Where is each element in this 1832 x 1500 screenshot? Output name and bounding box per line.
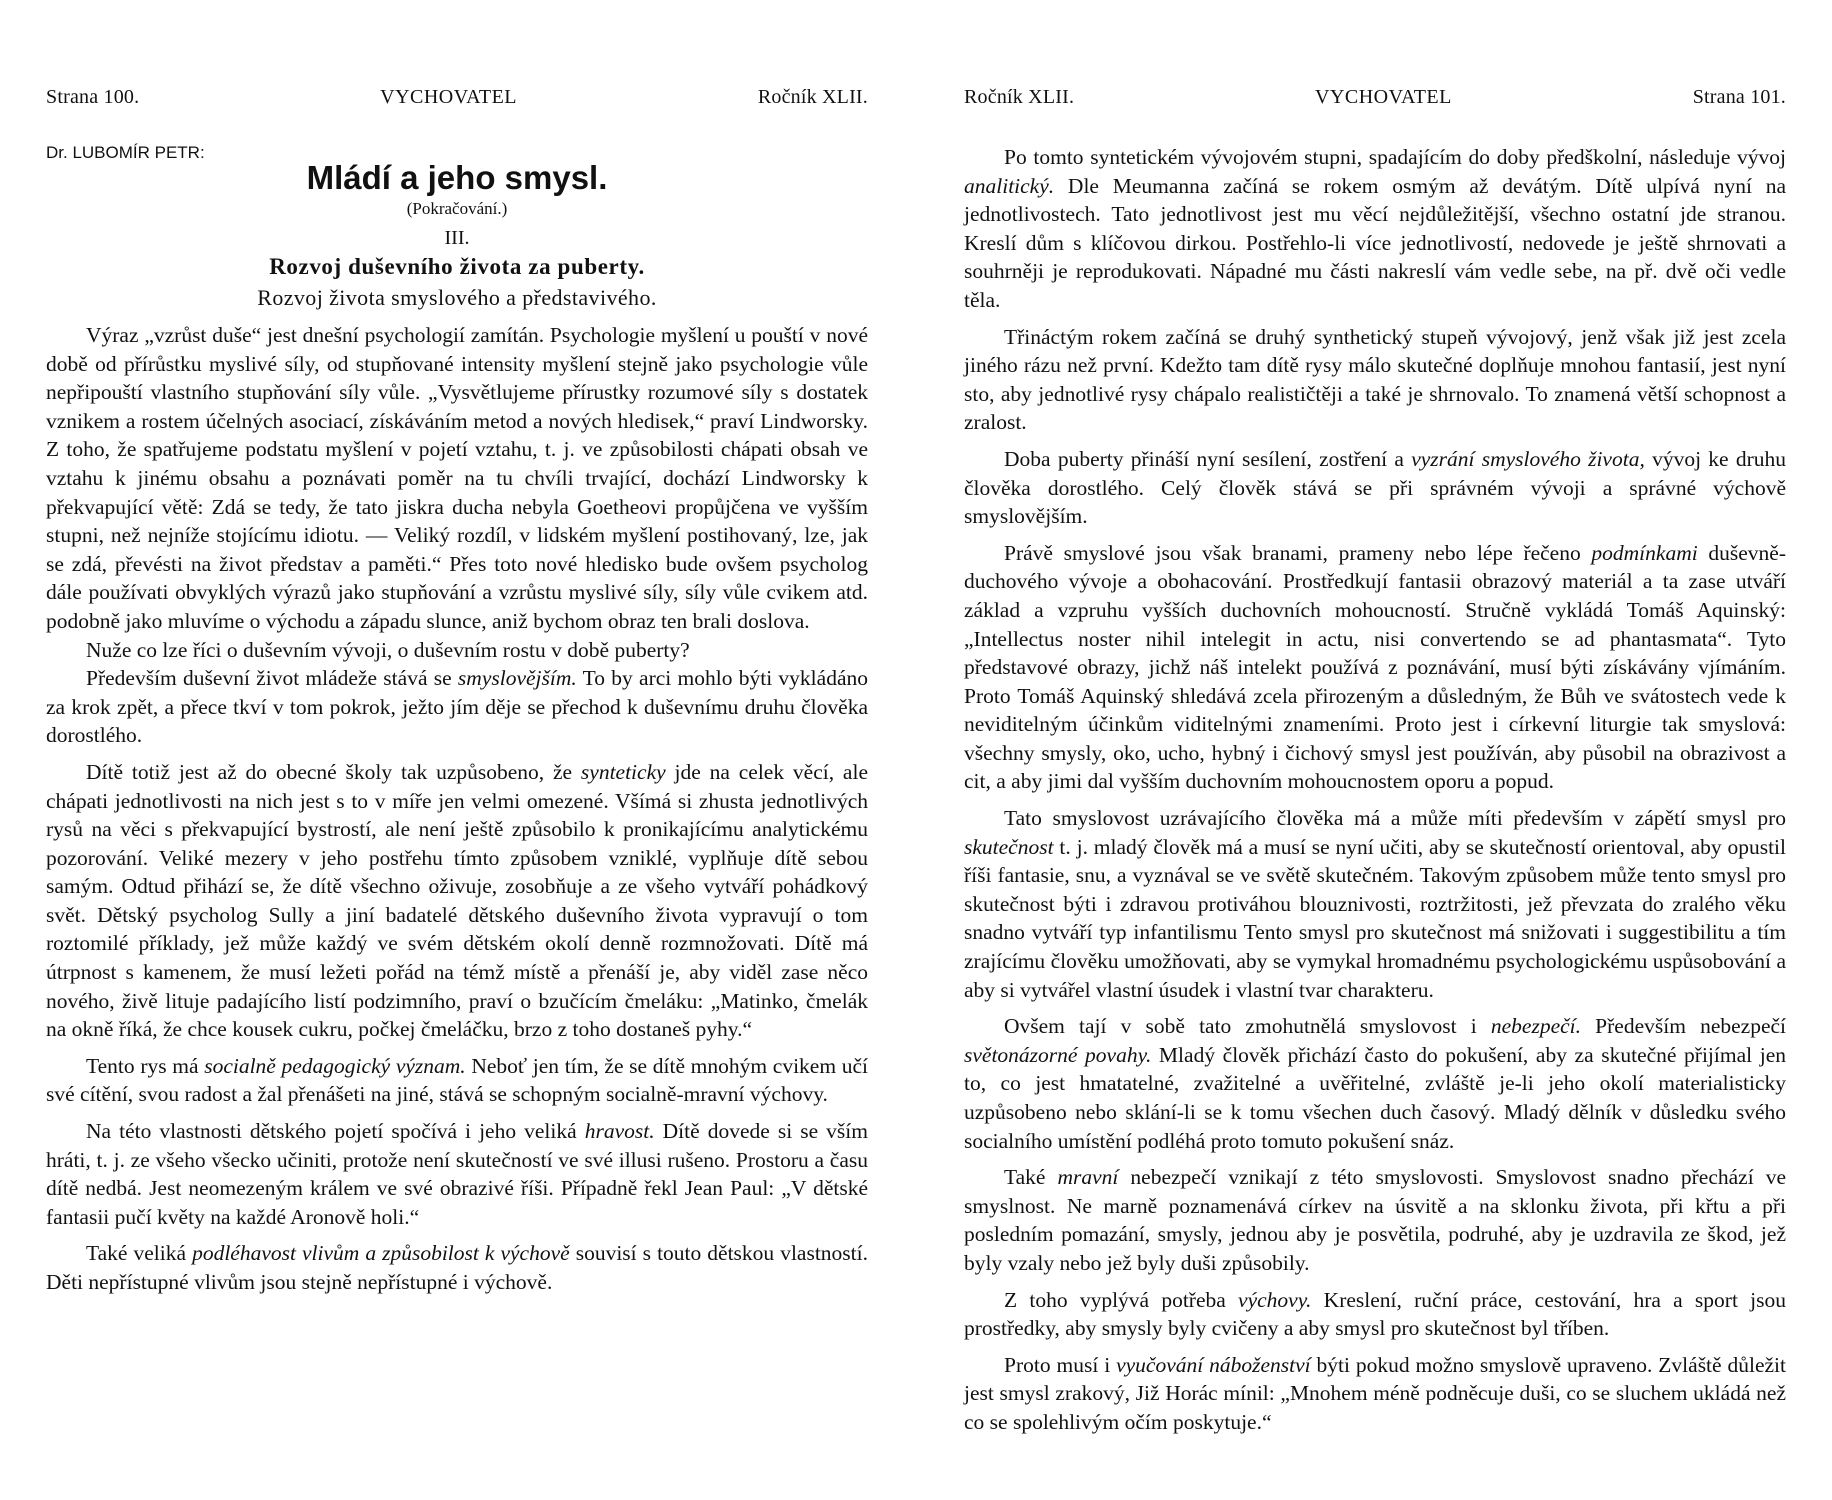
- text-run: býti pokud možno smyslově upraveno. Zvláště důležit jest smysl zrakový, Již Horác mínil: „Mnohem méně podněcuje duši, co se sluchem ukládá než co se spolehlivým očím poskytuje.“: [964, 1352, 1786, 1434]
- right-body-text: [964, 143, 1786, 1437]
- text-run: To by arci mohlo býti vykládáno za krok zpět, a přece tkví v tom pokrok, ježto jím děje se přechod k duševnímu druhu člověka dorostlého.: [46, 666, 868, 748]
- volume-label: Ročník XLII.: [964, 86, 1075, 108]
- paragraph: [964, 1351, 1786, 1437]
- paragraph: [964, 539, 1786, 796]
- paragraph: [46, 664, 868, 750]
- text-run: Především duševní život mládeže stává se: [86, 666, 458, 691]
- emphasis-text: podmínkami: [1591, 540, 1698, 565]
- paragraph: [964, 143, 1786, 315]
- text-run: Po tomto syntetickém vývojovém stupni, spadajícím do doby předškolní, následuje vývoj: [1004, 145, 1786, 169]
- emphasis-text: podléhavost vlivům a způsobilost k výchově: [192, 1241, 570, 1266]
- right-page: [916, 0, 1832, 1500]
- paragraph: [964, 323, 1786, 437]
- paragraph: [46, 636, 868, 665]
- paragraph: [46, 321, 868, 636]
- author: Dr. LUBOMÍR PETR:: [46, 143, 205, 162]
- paragraph: [964, 804, 1786, 1004]
- section-subtitle: Rozvoj života smyslového a představivého.: [257, 285, 657, 310]
- emphasis-text: nebezpečí.: [1490, 1014, 1582, 1039]
- emphasis-text: vyzrání smyslového života,: [1411, 446, 1645, 471]
- page-number: Strana 100.: [46, 86, 140, 108]
- text-run: Ovšem tají v sobě tato zmohutnělá smyslovost i: [1004, 1014, 1491, 1039]
- text-run: vývoj ke druhu člověka dorostlého. Celý člověk stává se při správném vývoji a správné výchově smyslovějším.: [964, 446, 1786, 529]
- paragraph: [964, 1163, 1786, 1277]
- text-run: Mladý člověk přichází často do pokušení, aby za skutečné přijímal jen to, co jest hmatatelné, zvažitelné a uvěřitelné, zvláště je-li jeho okolí materialisticky uzpůsobeno nebo sklání-li se k tomu všechen duch časový. Mladý dělník v důsledku svého socialního umístění podléhá proto tomuto pokušení snáz.: [964, 1042, 1786, 1153]
- text-run: Neboť jen tím, že se dítě mnohým cvikem učí své cítění, svou radost a žal přenášeti na jiné, stává se schopným socialně-mravní výchovy.: [46, 1053, 868, 1107]
- paragraph: [46, 1052, 868, 1109]
- text-run: duševně-duchového vývoje a obohacování. Prostředkují fantasii obrazový materiál a ta zase utváří základ a vzpruhu vyšších duchovních mohoucností. Stručně vykládá Tomáš Aquinský: „Intellectus noster nihil intelegit in actu, nisi convertendo se ad phantasmata“. Tyto představové obrazy, jichž náš intelekt používá z poznávání, musí býti získávány vjímáním. Proto Tomáš Aquinský shledává zcela přirozeným a důsledným, že Bůh ve svátostech vede k neviditelným účinkům viditelnými znameními. Proto jest i církevní liturgie tak smyslová: všechny smysly, oko, ucho, hybný i čichový smysl jest používán, aby působil na obrazivost a cit, a aby jimi dal vyšším duchovním mohoucnostem oporu a popud.: [964, 540, 1786, 794]
- text-run: Výraz „vzrůst duše“ jest dnešní psychologií zamítán. Psychologie myšlení u pouští v nové době od přírůstku myslivé síly, od stupňované intensity myšlení stejně jako psychologie vůle nepřipouští vlastního stupňování síly vůle. „Vysvětlujeme přírustky rozumové síly s dostatek vznikem a rostem účelných asociací, získáváním metod a nových hledisek,“ praví Lindworsky. Z toho, že spatřujeme podstatu myšlení v pojetí vztahu, t. j. ve způsobilosti chápati obsah ve vztahu k jinému obsahu a poznávati poměr na tu chvíli trvající, dochází Lindworsky k překvapující větě: Zdá se tedy, že tato jiskra ducha nebyla Goetheovi propůjčena ve vyšším stupni, než nejníže stojícímu idiotu. — Veliký rozdíl, v lidském myšlení postihovaný, lze, jak se zdá, převésti na život představ a paměti.“ Přes toto nové hledisko bude ovšem psycholog dále používati obvyklých výrazů jako stupňování a vzrůstu myslivé síly, síly vůle cvikem atd. podobně jako mluvíme o východu a západu slunce, aniž bychom obraz ten brali doslova.: [46, 323, 868, 633]
- text-run: Nuže co lze říci o duševním vývoji, o duševním rostu v době puberty?: [86, 637, 690, 662]
- emphasis-text: hravost.: [584, 1119, 655, 1144]
- journal-name: VYCHOVATEL: [1315, 86, 1452, 108]
- paragraph: [964, 445, 1786, 531]
- section-title: Rozvoj duševního života za puberty.: [269, 254, 645, 279]
- running-head-right: [964, 86, 1786, 109]
- text-run: Dítě dovede si se vším hráti, t. j. ze všeho všecko učiniti, protože není skutečností ve své illusi rušeno. Prostoru a času dítě nedbá. Jest neomezeným králem ve své obrazivé říši. Případně řekl Jean Paul: „V dětské fantasii pučí květy na každé Aronově holi.“: [46, 1119, 868, 1229]
- article-subtitle: (Pokračování.): [406, 199, 508, 218]
- text-run: Proto musí i: [1004, 1352, 1117, 1377]
- text-run: Tato smyslovost uzrávajícího člověka má a může míti především v zápětí smysl pro: [1004, 806, 1786, 831]
- page-number: Strana 101.: [1692, 86, 1786, 108]
- article-title: Mládí a jeho smysl.: [306, 159, 608, 196]
- text-run: Doba puberty přináší nyní sesílení, zostření a: [1004, 446, 1412, 471]
- emphasis-text: analitický.: [964, 173, 1055, 198]
- paragraph: [964, 1012, 1786, 1155]
- text-run: Z toho vyplývá potřeba: [1004, 1287, 1239, 1312]
- text-run: nebezpečí vznikají z této smyslovosti. Smyslovost snadno přechází ve smyslnost. Ne marně poznamenává církev na úsvitě a na sklonku života, při křtu a při posledním pomazání, smysly, jednou aby je posvětila, podruhé, aby je uzdravila ze škod, jež byly vzaly nebo jež byly duši způsobily.: [964, 1165, 1786, 1275]
- emphasis-text: výchovy.: [1238, 1287, 1312, 1312]
- volume-label: Ročník XLII.: [757, 86, 868, 108]
- text-run: Tento rys má: [86, 1053, 205, 1078]
- paragraph: [964, 1286, 1786, 1343]
- text-run: Především nebezpečí: [1581, 1014, 1786, 1039]
- section-number: III.: [444, 227, 470, 249]
- emphasis-text: skutečnost: [964, 834, 1054, 859]
- text-run: Kreslení, ruční práce, cestování, hra a sport jsou prostředky, aby smysly byly cvičeny a aby smysl pro skutečnost byl tříben.: [964, 1287, 1787, 1341]
- emphasis-text: synteticky: [580, 759, 666, 784]
- left-body-text: [46, 321, 868, 1297]
- emphasis-text: vyučování náboženství: [1116, 1352, 1311, 1377]
- text-run: souvisí s touto dětskou vlastností. Děti nepřístupné vlivům jsou stejně nepřístupné i výchově.: [46, 1241, 868, 1294]
- paragraph: [46, 758, 868, 1044]
- emphasis-text: mravní: [1057, 1165, 1119, 1190]
- running-head-left: [46, 86, 868, 109]
- text-run: jde na celek věcí, ale chápati jednotlivosti na nich jest s to v míře jen velmi omezené. Všímá si zhusta jednotlivých rysů na věci s překvapující bystrostí, ale není ještě způsobilo k pronikajícímu analytickému pozorování. Veliké mezery v jeho postřehu tímto způsobem vzniklé, vyplňuje dítě sebou samým. Odtud přihází se, že dítě všechno oživuje, zosobňuje a ze všeho vytváří pohádkový svět. Dětský psycholog Sully a jiní badatelé dětského duševního života vypravují o tom roztomilé příklady, jež může každý ve svém dětském okolí denně rozmnožovati. Dítě má útrpnost s kamenem, že musí ležeti pořád na témž místě a přenáší je, aby viděl zase něco nového, živě lituje padajícího listí podzimního, praví o bzučícím čmeláku: „Matinko, čmelák na okně říká, že chce kousek cukru, počkej čmeláčku, brzo z toho dostaneš pyhy.“: [46, 759, 868, 1042]
- text-run: t. j. mladý člověk má a musí se nyní učiti, aby se skutečností orientoval, aby opustil říši fantasie, snu, a vyznával se ve světě skutečném. Takovým způsobem může tento smysl pro skutečnost býti i zdravou protiváhou blouznivosti, roztržitosti, jež převzata do zralého věku snadno vytváří typ infantilismu Tento smysl pro skutečnost má snižovati i suggestibilitu a tím zrajícímu člověku umožňovati, aby se vymykal hromadnému psychologickému uspůsobování a aby si vytvářel vlastní úsudek i vlastní tvar charakteru.: [964, 834, 1786, 1002]
- paragraph: [46, 1239, 868, 1296]
- emphasis-text: světonázorné povahy.: [964, 1042, 1152, 1067]
- emphasis-text: socialně pedagogický význam.: [204, 1053, 466, 1078]
- paragraph: [46, 1117, 868, 1231]
- text-run: Také veliká: [86, 1241, 193, 1266]
- emphasis-text: smyslovějším.: [457, 666, 577, 691]
- text-run: Dle Meumanna začíná se rokem osmým až devátým. Dítě ulpívá nyní na jednotlivostech. Tato jednotlivost jest mu věcí nejdůležitější, všechno ostatní jde stranou. Kreslí dům s klíčovou dirkou. Postřehlo-li více jednotlivostí, nedovede je ještě shrnovati a souhrněji je reprodukovati. Nápadné mu části nakreslí vám vedle sebe, na př. dvě oči vedle těla.: [964, 173, 1786, 312]
- text-run: Také: [1004, 1165, 1058, 1190]
- text-run: Na této vlastnosti dětského pojetí spočívá i jeho veliká: [86, 1119, 585, 1144]
- text-run: Právě smyslové jsou však branami, prameny nebo lépe řečeno: [1004, 540, 1592, 565]
- text-run: Dítě totiž jest až do obecné školy tak uzpůsobeno, že: [86, 759, 581, 784]
- journal-name: VYCHOVATEL: [380, 86, 517, 108]
- text-run: Třináctým rokem začíná se druhý synthetický stupeň vývojový, jenž však již jest zcela jiného rázu než první. Kdežto tam dítě rysy málo skutečné doplňuje mnohou fantasií, jest nyní sto, aby jednotlivé rysy chápalo realističtěji a také je shrnovalo. To znamená větší schopnost a zralost.: [964, 324, 1786, 435]
